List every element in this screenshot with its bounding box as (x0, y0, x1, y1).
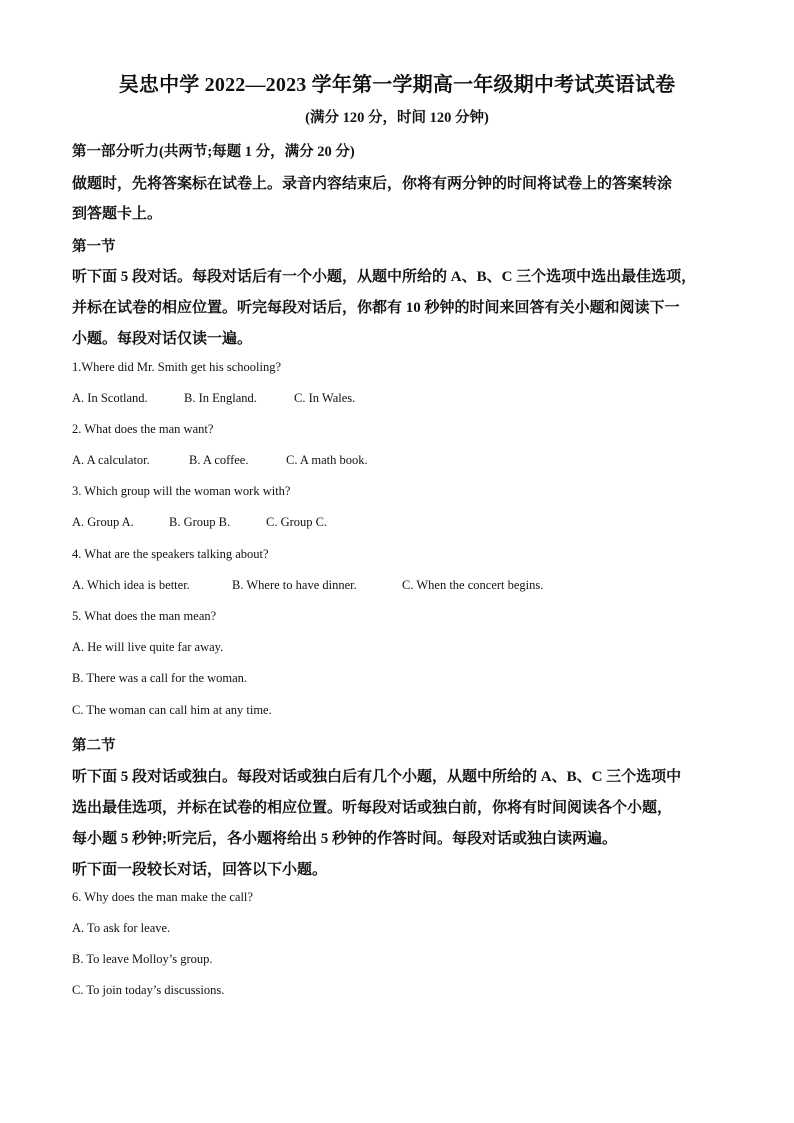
question-6-option-b: B. To leave Molloy’s group. (72, 952, 213, 966)
question-3-option-c: C. Group C. (266, 515, 328, 529)
question-2-option-c: C. A math book. (286, 453, 368, 467)
question-1-stem: 1.Where did Mr. Smith get his schooling? (72, 360, 282, 374)
section2-instruction-line1: 听下面 5 段对话或独白。每段对话或独白后有几个小题，从题中所给的 A、B、C 三个选项中 (72, 769, 682, 785)
question-4-option-c: C. When the concert begins. (402, 578, 544, 592)
section2-instruction-line3: 每小题 5 秒钟;听完后，各小题将给出 5 秒钟的作答时间。每段对话或独白读两遍。 (72, 831, 617, 847)
page-subtitle: (满分 120 分，时间 120 分钟) (305, 110, 489, 126)
question-6-stem: 6. Why does the man make the call? (72, 890, 253, 904)
question-4-option-a: A. Which idea is better. (72, 578, 190, 592)
question-5-option-c: C. The woman can call him at any time. (72, 703, 272, 717)
question-4-option-b: B. Where to have dinner. (232, 578, 357, 592)
section2-heading: 第二节 (72, 738, 116, 754)
question-3-option-a: A. Group A. (72, 515, 134, 529)
question-2-option-b: B. A coffee. (189, 453, 249, 467)
question-2-option-a: A. A calculator. (72, 453, 150, 467)
question-6-option-a: A. To ask for leave. (72, 921, 171, 935)
part1-intro-line1: 做题时，先将答案标在试卷上。录音内容结束后，你将有两分钟的时间将试卷上的答案转涂 (72, 176, 673, 192)
question-6-option-c: C. To join today’s discussions. (72, 983, 225, 997)
question-1-option-a: A. In Scotland. (72, 391, 148, 405)
question-1-option-b: B. In England. (184, 391, 257, 405)
question-5-stem: 5. What does the man mean? (72, 609, 217, 623)
section1-heading: 第一节 (72, 239, 116, 255)
section2-listen-prompt: 听下面一段较长对话，回答以下小题。 (72, 862, 328, 878)
page-title: 吴忠中学 2022—2023 学年第一学期高一年级期中考试英语试卷 (118, 74, 676, 96)
question-3-option-b: B. Group B. (169, 515, 231, 529)
question-3-stem: 3. Which group will the woman work with? (72, 484, 291, 498)
section1-instruction-line2: 并标在试卷的相应位置。听完每段对话后，你都有 10 秒钟的时间来回答有关小题和阅读下一 (72, 300, 680, 316)
section1-instruction-line1: 听下面 5 段对话。每段对话后有一个小题，从题中所给的 A、B、C 三个选项中选出最佳选项， (72, 269, 697, 285)
question-5-option-b: B. There was a call for the woman. (72, 671, 248, 685)
question-4-stem: 4. What are the speakers talking about? (72, 547, 269, 561)
section1-instruction-line3: 小题。每段对话仅读一遍。 (72, 331, 253, 347)
part1-heading: 第一部分听力(共两节;每题 1 分，满分 20 分) (72, 144, 355, 160)
question-1-option-c: C. In Wales. (294, 391, 356, 405)
question-2-stem: 2. What does the man want? (72, 422, 214, 436)
question-5-option-a: A. He will live quite far away. (72, 640, 224, 654)
section2-instruction-line2: 选出最佳选项，并标在试卷的相应位置。听每段对话或独白前，你将有时间阅读各个小题， (72, 800, 673, 816)
part1-intro-line2: 到答题卡上。 (72, 206, 163, 222)
